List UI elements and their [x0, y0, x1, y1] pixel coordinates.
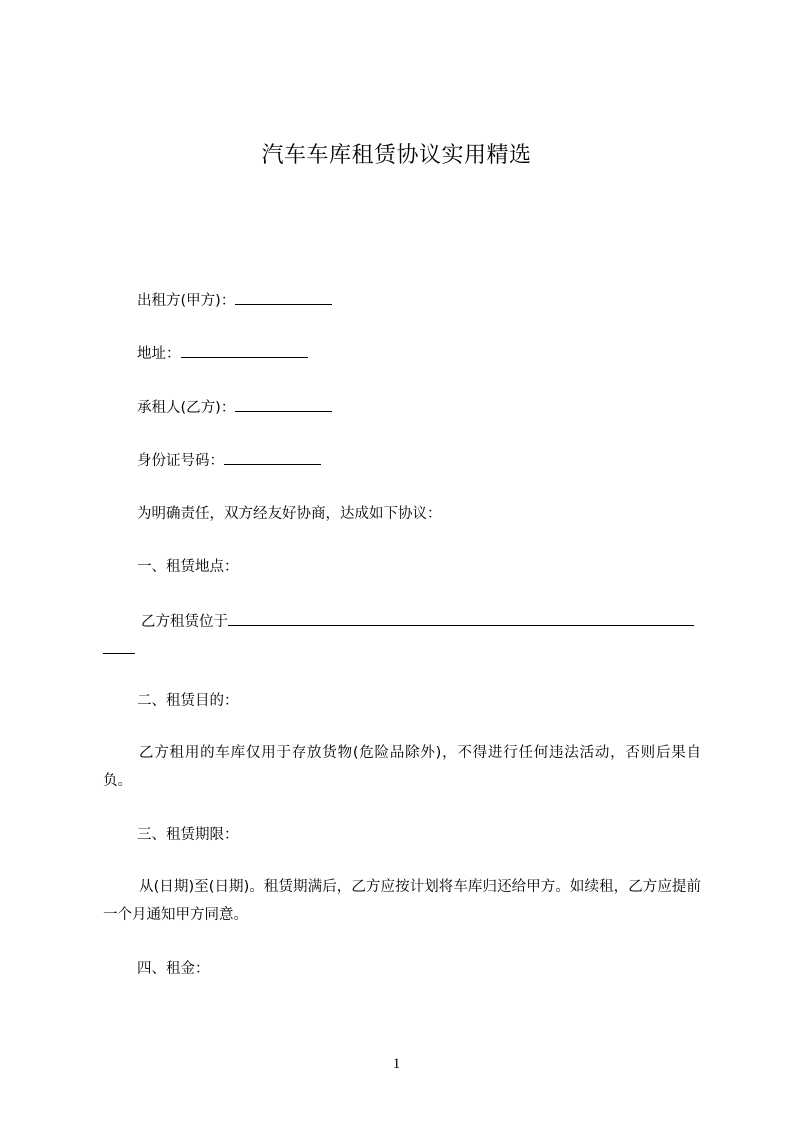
section3-body: 从(日期)至(日期)。租赁期满后，乙方应按计划将车库归还给甲方。如续租，乙方应提前一个月通知甲方同意。 [103, 879, 701, 923]
lessee-label: 承租人(乙方)： [137, 400, 236, 416]
section3-heading: 三、租赁期限： [137, 827, 239, 843]
preamble: 为明确责任，双方经友好协商，达成如下协议： [137, 506, 442, 522]
section2-heading: 二、租赁目的： [137, 693, 239, 709]
location-blank [228, 612, 694, 626]
section1-body-text: 乙方租赁位于 [141, 614, 228, 630]
id-field [137, 451, 321, 470]
address-field [137, 344, 308, 363]
address-label: 地址： [137, 346, 181, 362]
id-blank [224, 451, 321, 465]
location-blank-continued [103, 640, 135, 659]
lessor-field [137, 291, 332, 310]
section2-body: 乙方租用的车库仅用于存放货物(危险品除外)，不得进行任何违法活动，否则后果自负。 [103, 745, 701, 789]
location-blank-wrap [103, 640, 135, 654]
page-number: 1 [392, 1056, 401, 1072]
section4-heading: 四、租金： [137, 961, 210, 977]
section1-heading: 一、租赁地点： [137, 559, 239, 575]
address-blank [181, 344, 308, 358]
lessee-field [137, 398, 332, 417]
lessor-blank [235, 291, 332, 305]
section1-body [141, 612, 694, 631]
id-label: 身份证号码： [137, 453, 224, 469]
lessor-label: 出租方(甲方)： [137, 293, 236, 309]
lessee-blank [235, 398, 332, 412]
document-title: 汽车车库租赁协议实用精选 [261, 143, 532, 168]
